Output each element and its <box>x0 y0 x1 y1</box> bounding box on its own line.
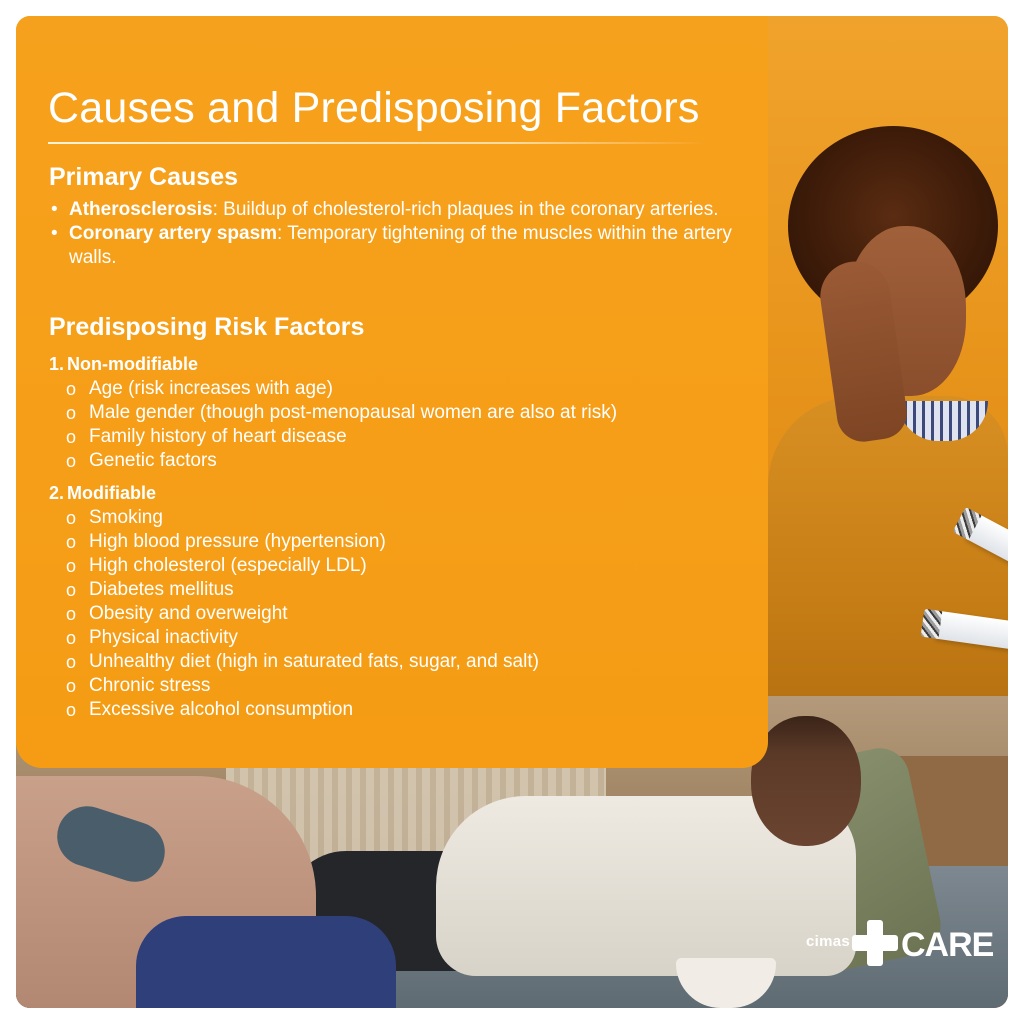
list-item <box>49 626 749 650</box>
bullet-marker: o <box>66 508 77 528</box>
list-item <box>49 602 749 626</box>
cimas-care-logo <box>806 916 1006 976</box>
bullet-marker: o <box>66 532 77 552</box>
bullet-marker: o <box>66 652 77 672</box>
risk-factors-heading: Predisposing Risk Factors <box>49 313 365 341</box>
cause-desc: : Buildup of cholesterol-rich plaques in the coronary arteries. <box>212 199 719 220</box>
list-item <box>49 377 749 401</box>
bullet-marker: o <box>66 700 77 720</box>
item-text: Male gender (though post-menopausal women are also at risk) <box>89 402 618 423</box>
item-text: Obesity and overweight <box>89 603 288 624</box>
group-number: 1. <box>49 354 65 374</box>
item-text: Family history of heart disease <box>89 426 347 447</box>
item-text: Physical inactivity <box>89 627 238 648</box>
item-text: Age (risk increases with age) <box>89 378 333 399</box>
medical-cross-icon <box>850 918 900 968</box>
bullet-marker: o <box>66 556 77 576</box>
logo-cimas-text: cimas <box>806 933 851 950</box>
list-item <box>49 578 749 602</box>
non-modifiable-list <box>49 377 749 473</box>
cause-term: Atherosclerosis <box>69 199 213 220</box>
group-label: Non-modifiable <box>67 354 198 374</box>
modifiable-group <box>49 482 749 722</box>
primary-causes-heading: Primary Causes <box>49 163 239 191</box>
bullet-marker: o <box>66 676 77 696</box>
item-text: High cholesterol (especially LDL) <box>89 555 367 576</box>
bullet-marker: o <box>66 379 77 399</box>
hoodie <box>768 396 1008 736</box>
list-item <box>49 698 749 722</box>
bullet-marker: o <box>66 427 77 447</box>
item-text: Chronic stress <box>89 675 211 696</box>
group-heading <box>49 482 749 504</box>
list-item <box>49 506 749 530</box>
item-text: Diabetes mellitus <box>89 579 234 600</box>
item-text: Smoking <box>89 507 163 528</box>
group-label: Modifiable <box>67 483 156 503</box>
list-item <box>49 650 749 674</box>
list-item <box>49 449 749 473</box>
content-panel <box>16 16 768 768</box>
group-heading <box>49 353 749 375</box>
primary-causes-list <box>49 198 749 270</box>
page-title: Causes and Predisposing Factors <box>48 84 700 132</box>
bullet-marker: o <box>66 580 77 600</box>
infographic-card <box>16 16 1008 1008</box>
item-text: High blood pressure (hypertension) <box>89 531 386 552</box>
cause-desc: : Temporary tightening of the muscles within the artery walls. <box>69 223 732 268</box>
cause-term: Coronary artery spasm <box>69 223 278 244</box>
list-item <box>49 401 749 425</box>
woman-shirt <box>136 916 396 1008</box>
list-item <box>49 222 749 270</box>
group-number: 2. <box>49 483 65 503</box>
title-divider <box>48 142 708 144</box>
item-text: Genetic factors <box>89 450 217 471</box>
list-item <box>49 530 749 554</box>
bullet-marker: o <box>66 628 77 648</box>
bullet-marker: o <box>66 451 77 471</box>
list-item <box>49 674 749 698</box>
bullet-marker: o <box>66 604 77 624</box>
logo-care-text: CARE <box>901 926 994 964</box>
list-item <box>49 198 749 222</box>
woman-headache-photo <box>768 16 1008 736</box>
bullet-marker: o <box>66 403 77 423</box>
item-text: Excessive alcohol consumption <box>89 699 354 720</box>
list-item <box>49 425 749 449</box>
modifiable-list <box>49 506 749 722</box>
item-text: Unhealthy diet (high in saturated fats, sugar, and salt) <box>89 651 539 672</box>
list-item <box>49 554 749 578</box>
non-modifiable-group <box>49 353 749 473</box>
